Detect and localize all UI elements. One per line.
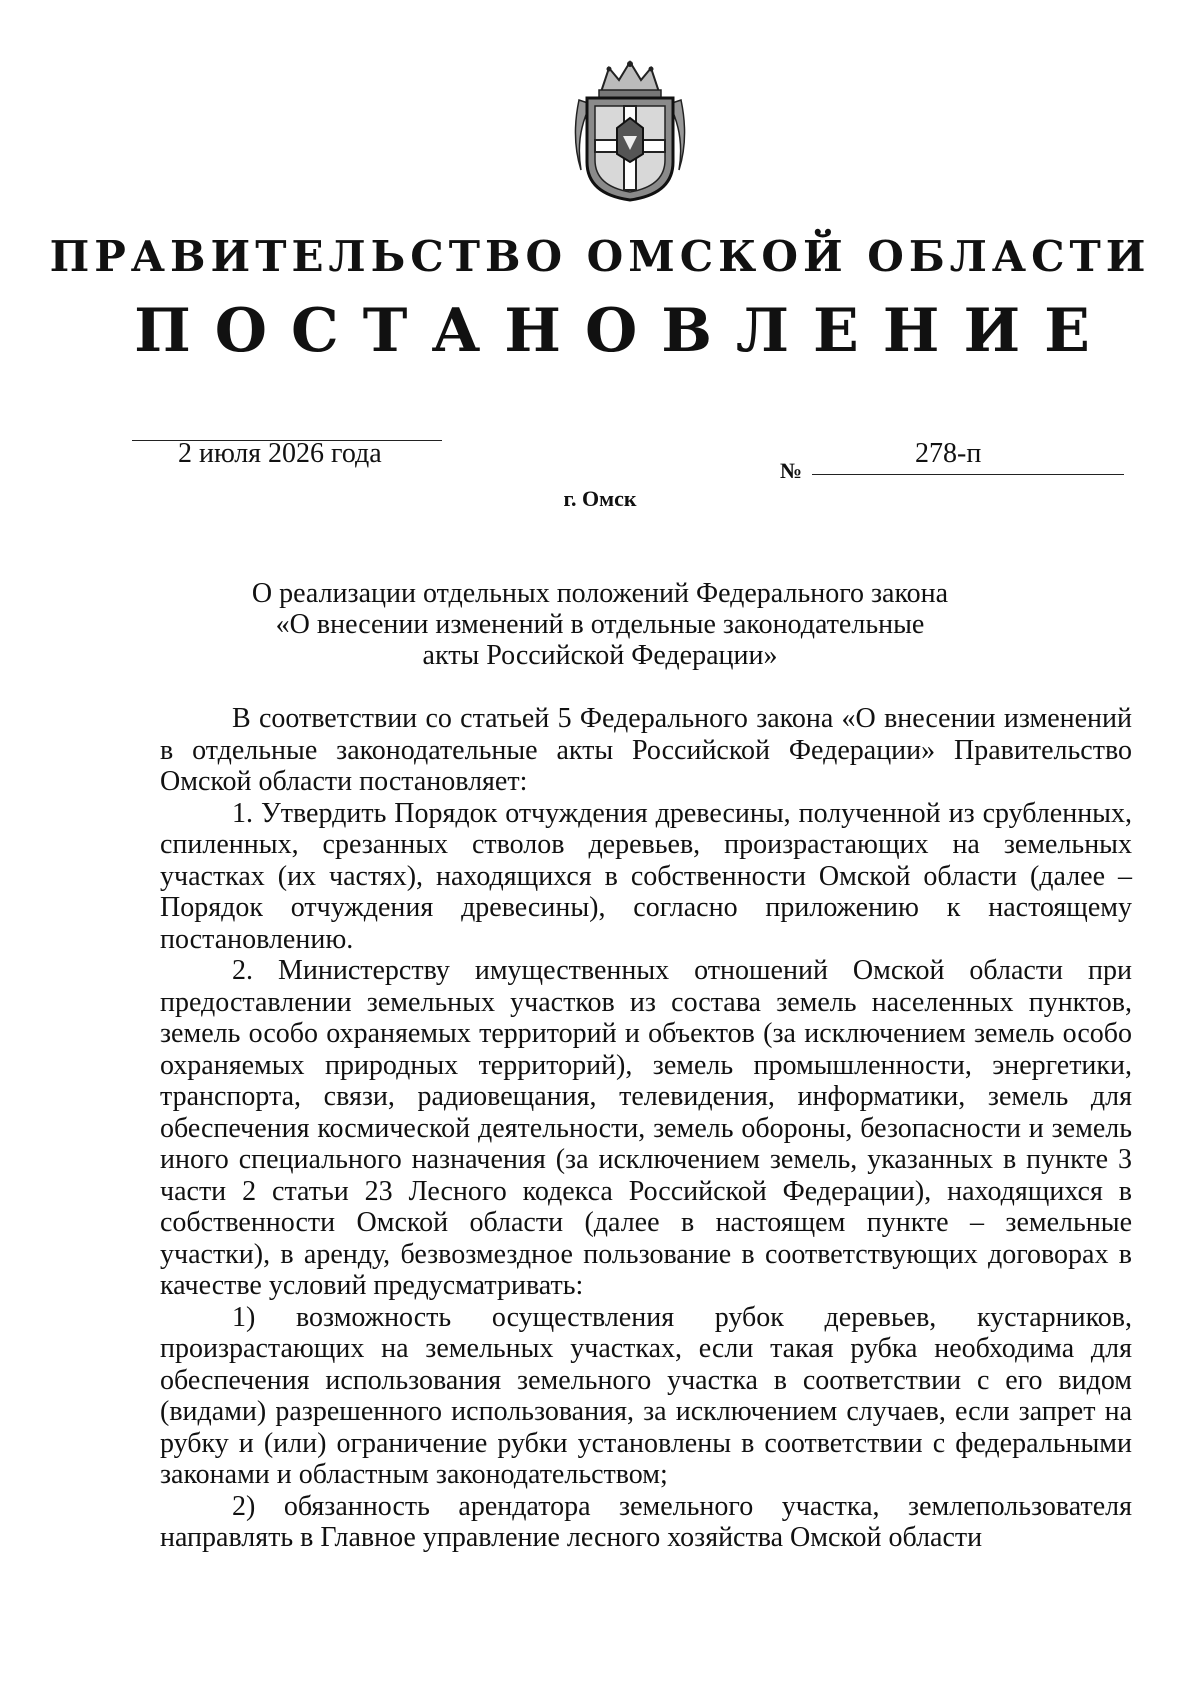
body-paragraph: 2. Министерству имущественных отношений Омской области при предоставлении земельных участков из состава земель населенных пунктов, земель особо охраняемых территорий и объектов (за исключением земель особо охраняемых природных территорий), земель промышленности, энергетики, транспорта, связи, радиовещания, телевидения, информатики, земель для обеспечения космической деятельности, земель обороны, безопасности и земель иного специального назначения (за исключением земель, указанных в пункте 3 части 2 статьи 23 Лесного кодекса Российской Федерации), находящихся в собственности Омской области (далее в настоящем пункте – земельные участки), в аренду, безвозмездное пользование в соответствующих договорах в качестве условий предусматривать: bbox=[160, 955, 1132, 1301]
number-label: № bbox=[780, 458, 803, 483]
document-number: 278-п bbox=[915, 438, 982, 469]
body-paragraph: 1. Утвердить Порядок отчуждения древесины, полученной из срубленных, спиленных, срезанных стволов деревьев, произрастающих на земельных участках (их частях), находящихся в собственности Омской области (далее – Порядок отчуждения древесины), согласно приложению к настоящему постановлению. bbox=[160, 797, 1132, 955]
government-title: ПРАВИТЕЛЬСТВО ОМСКОЙ ОБЛАСТИ bbox=[49, 232, 1151, 281]
body-paragraph: 1) возможность осуществления рубок деревьев, кустарников, произрастающих на земельных участках, если такая рубка необходима для обеспечения использования земельного участка в соответствии с его видом (видами) разрешенного использования, за исключением случаев, если запрет на рубку и (или) ограничение рубки установлены в соответствии с федеральными законами и областным законодательством; bbox=[160, 1301, 1132, 1490]
document-city: г. Омск bbox=[563, 486, 637, 511]
subject-line: акты Российской Федерации» bbox=[422, 640, 778, 671]
body-paragraph: 2) обязанность арендатора земельного участка, землепользователя направлять в Главное управление лесного хозяйства Омской области bbox=[160, 1490, 1132, 1553]
document-body bbox=[160, 703, 1132, 1554]
number-underline bbox=[812, 474, 1124, 475]
document-subject bbox=[160, 578, 1040, 671]
document-date: 2 июля 2026 года bbox=[178, 438, 382, 469]
date-underline bbox=[132, 440, 442, 441]
document-type: ПОСТАНОВЛЕНИЕ bbox=[134, 296, 1114, 366]
body-paragraph: В соответствии со статьей 5 Федерального закона «О внесении изменений в отдельные законодательные акты Российской Федерации» Правительство Омской области постановляет: bbox=[160, 703, 1132, 797]
subject-line: «О внесении изменений в отдельные законодательные bbox=[275, 609, 925, 640]
subject-line: О реализации отдельных положений Федерального закона bbox=[251, 578, 949, 609]
coat-of-arms-emblem bbox=[571, 58, 689, 204]
